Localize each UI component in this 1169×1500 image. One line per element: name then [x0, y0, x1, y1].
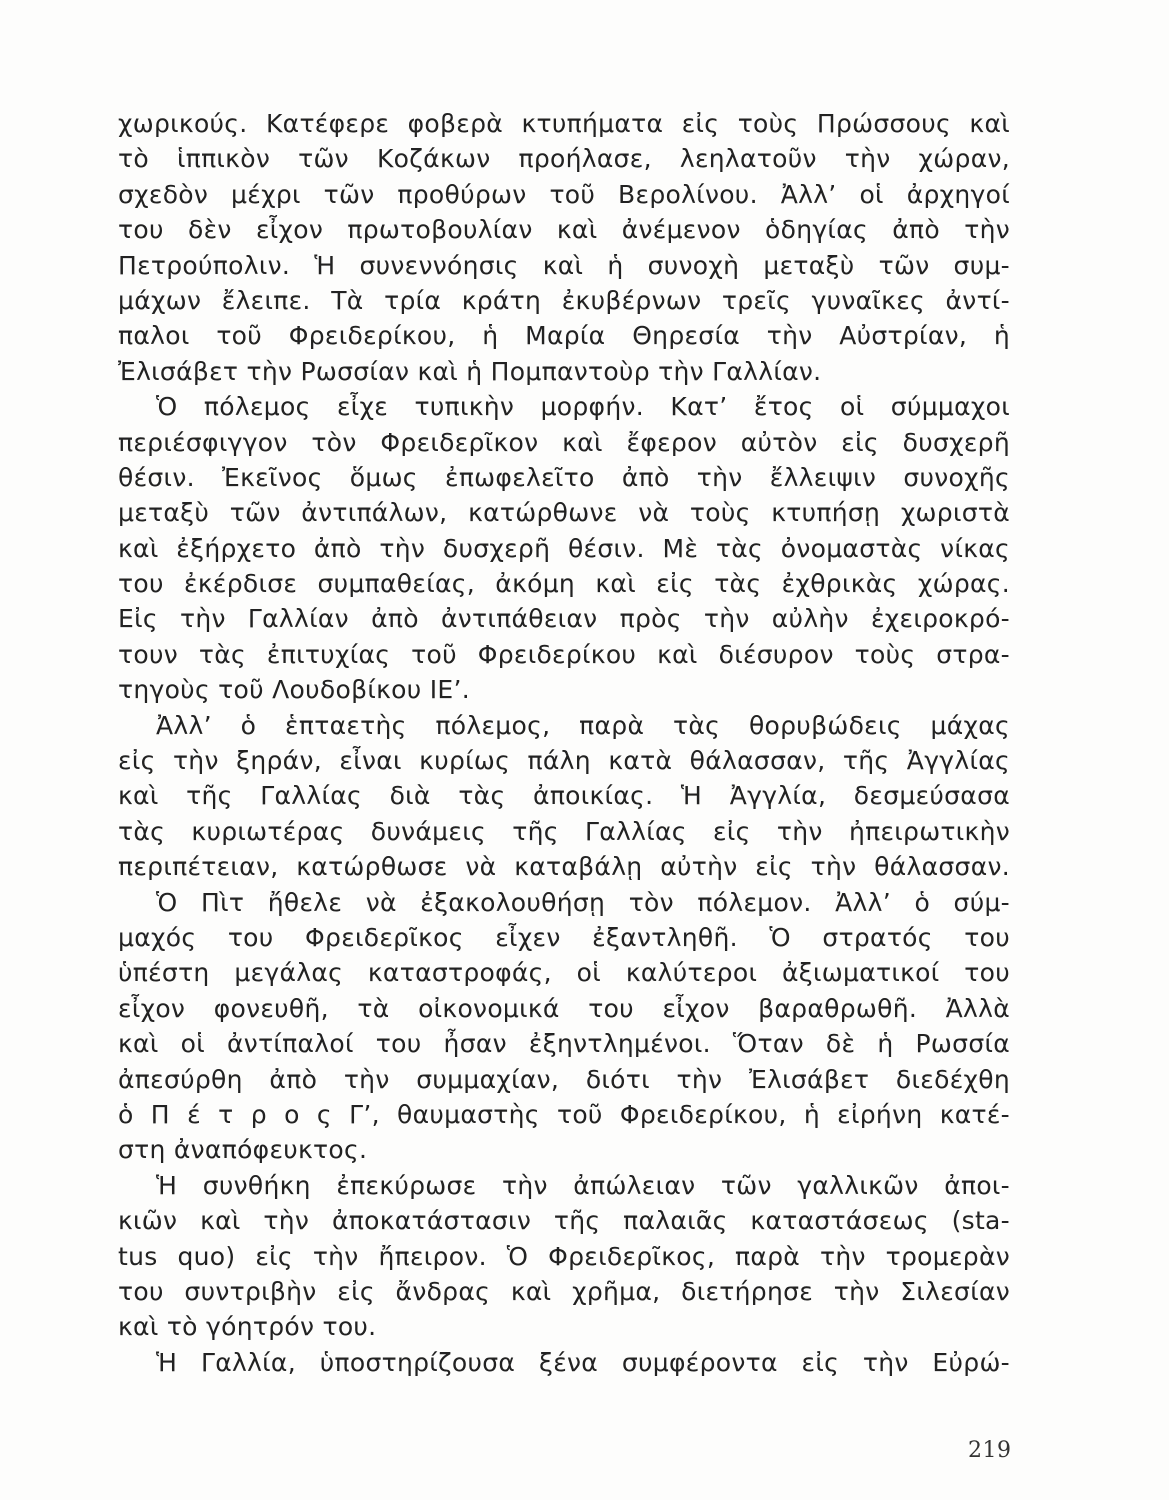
text-line: στη ἀναπόφευκτος. [118, 1135, 368, 1165]
text-line: τὰς κυριωτέρας δυνάμεις τῆς Γαλλίας εἰς τὴν ἠπειρωτικὴν [118, 816, 1010, 846]
text-line: καὶ τὸ γόητρόν του. [118, 1312, 377, 1342]
text-line: του δὲν εἶχον πρωτοβουλίαν καὶ ἀνέμενον ὁδηγίας ἀπὸ τὴν [118, 215, 1010, 245]
text-line: του συντριβὴν εἰς ἄνδρας καὶ χρῆμα, διετήρησε τὴν Σιλεσίαν [118, 1276, 1010, 1306]
text-line: μεταξὺ τῶν ἀντιπάλων, κατώρθωνε νὰ τοὺς κτυπήσῃ χωριστὰ [118, 498, 1010, 528]
text-line: εἰς τὴν ξηράν, εἶναι κυρίως πάλη κατὰ θάλασσαν, τῆς Ἀγγλίας [118, 746, 1010, 776]
text-line: ὁ Π έ τ ρ ο ς Γ’, θαυμαστὴς τοῦ Φρειδερίκου, ἡ εἰρήνη κατέ- [118, 1099, 1010, 1129]
text-line: τηγοὺς τοῦ Λουδοβίκου ΙΕ’. [118, 675, 471, 705]
text-line: σχεδὸν μέχρι τῶν προθύρων τοῦ Βερολίνου. Ἀλλ’ οἱ ἀρχηγοί [118, 179, 1010, 209]
text-line: μάχων ἔλειπε. Τὰ τρία κράτη ἐκυβέρνων τρεῖς γυναῖκες ἀντί- [118, 285, 1010, 315]
text-line: εἶχον φονευθῆ, τὰ οἰκονομικά του εἶχον βαραθρωθῆ. Ἀλλὰ [118, 993, 1010, 1023]
text-line: μαχός του Φρειδερῖκος εἶχεν ἐξαντληθῆ. Ὁ στρατός του [118, 922, 1010, 952]
text-line: Εἰς τὴν Γαλλίαν ἀπὸ ἀντιπάθειαν πρὸς τὴν αὐλὴν ἐχειροκρό- [118, 604, 1010, 634]
text-line: καὶ τῆς Γαλλίας διὰ τὰς ἀποικίας. Ἡ Ἀγγλία, δεσμεύσασα [118, 781, 1010, 811]
text-line: κιῶν καὶ τὴν ἀποκατάστασιν τῆς παλαιᾶς καταστάσεως (sta- [118, 1206, 1010, 1236]
text-line: Ἐλισάβετ τὴν Ρωσσίαν καὶ ἡ Πομπαντοὺρ τὴν Γαλλίαν. [118, 356, 822, 386]
paragraph-start-line: Ἀλλ’ ὁ ἑπταετὴς πόλεμος, παρὰ τὰς θορυβώδεις μάχας [156, 710, 1010, 740]
text-line: Πετρούπολιν. Ἡ συνεννόησις καὶ ἡ συνοχὴ μεταξὺ τῶν συμ- [118, 250, 1010, 280]
paragraph-start-line: Ὁ πόλεμος εἶχε τυπικὴν μορφήν. Κατ’ ἔτος οἱ σύμμαχοι [156, 392, 1010, 422]
text-line: του ἐκέρδισε συμπαθείας, ἀκόμη καὶ εἰς τὰς ἐχθρικὰς χώρας. [118, 569, 1010, 599]
text-line: παλοι τοῦ Φρειδερίκου, ἡ Μαρία Θηρεσία τὴν Αὐστρίαν, ἡ [118, 321, 1010, 351]
paragraph-start-line: Ἡ Γαλλία, ὑποστηρίζουσα ξένα συμφέροντα εἰς τὴν Εὐρώ- [156, 1347, 1010, 1377]
paragraph-start-line: Ὁ Πὶτ ἤθελε νὰ ἐξακολουθήσῃ τὸν πόλεμον. Ἀλλ’ ὁ σύμ- [156, 887, 1010, 917]
text-line: καὶ οἱ ἀντίπαλοί του ἦσαν ἐξηντλημένοι. Ὅταν δὲ ἡ Ρωσσία [118, 1029, 1010, 1059]
text-line: ὑπέστη μεγάλας καταστροφάς, οἱ καλύτεροι ἀξιωματικοί του [118, 958, 1010, 988]
text-line: tus quo) εἰς τὴν ἤπειρον. Ὁ Φρειδερῖκος, παρὰ τὴν τρομερὰν [118, 1241, 1010, 1271]
text-line: ἀπεσύρθη ἀπὸ τὴν συμμαχίαν, διότι τὴν Ἐλισάβετ διεδέχθη [118, 1064, 1010, 1094]
text-line: χωρικούς. Κατέφερε φοβερὰ κτυπήματα εἰς τοὺς Πρώσσους καὶ [118, 109, 1010, 138]
text-line: τουν τὰς ἐπιτυχίας τοῦ Φρειδερίκου καὶ διέσυρον τοὺς στρα- [118, 639, 1010, 669]
text-line: περιπέτειαν, κατώρθωσε νὰ καταβάλῃ αὐτὴν εἰς τὴν θάλασσαν. [118, 852, 1010, 882]
text-line: περιέσφιγγον τὸν Φρειδερῖκον καὶ ἔφερον αὐτὸν εἰς δυσχερῆ [118, 427, 1010, 457]
text-line: θέσιν. Ἐκεῖνος ὅμως ἐπωφελεῖτο ἀπὸ τὴν ἔλλειψιν συνοχῆς [118, 462, 1010, 492]
body-text [118, 106, 1010, 1380]
page-number: 219 [968, 1438, 1012, 1463]
paragraph-start-line: Ἡ συνθήκη ἐπεκύρωσε τὴν ἀπώλειαν τῶν γαλλικῶν ἀποι- [156, 1170, 1010, 1200]
text-line: καὶ ἐξήρχετο ἀπὸ τὴν δυσχερῆ θέσιν. Μὲ τὰς ὀνομαστὰς νίκας [118, 533, 1010, 563]
text-line: τὸ ἱππικὸν τῶν Κοζάκων προήλασε, λεηλατοῦν τὴν χώραν, [118, 144, 1010, 174]
